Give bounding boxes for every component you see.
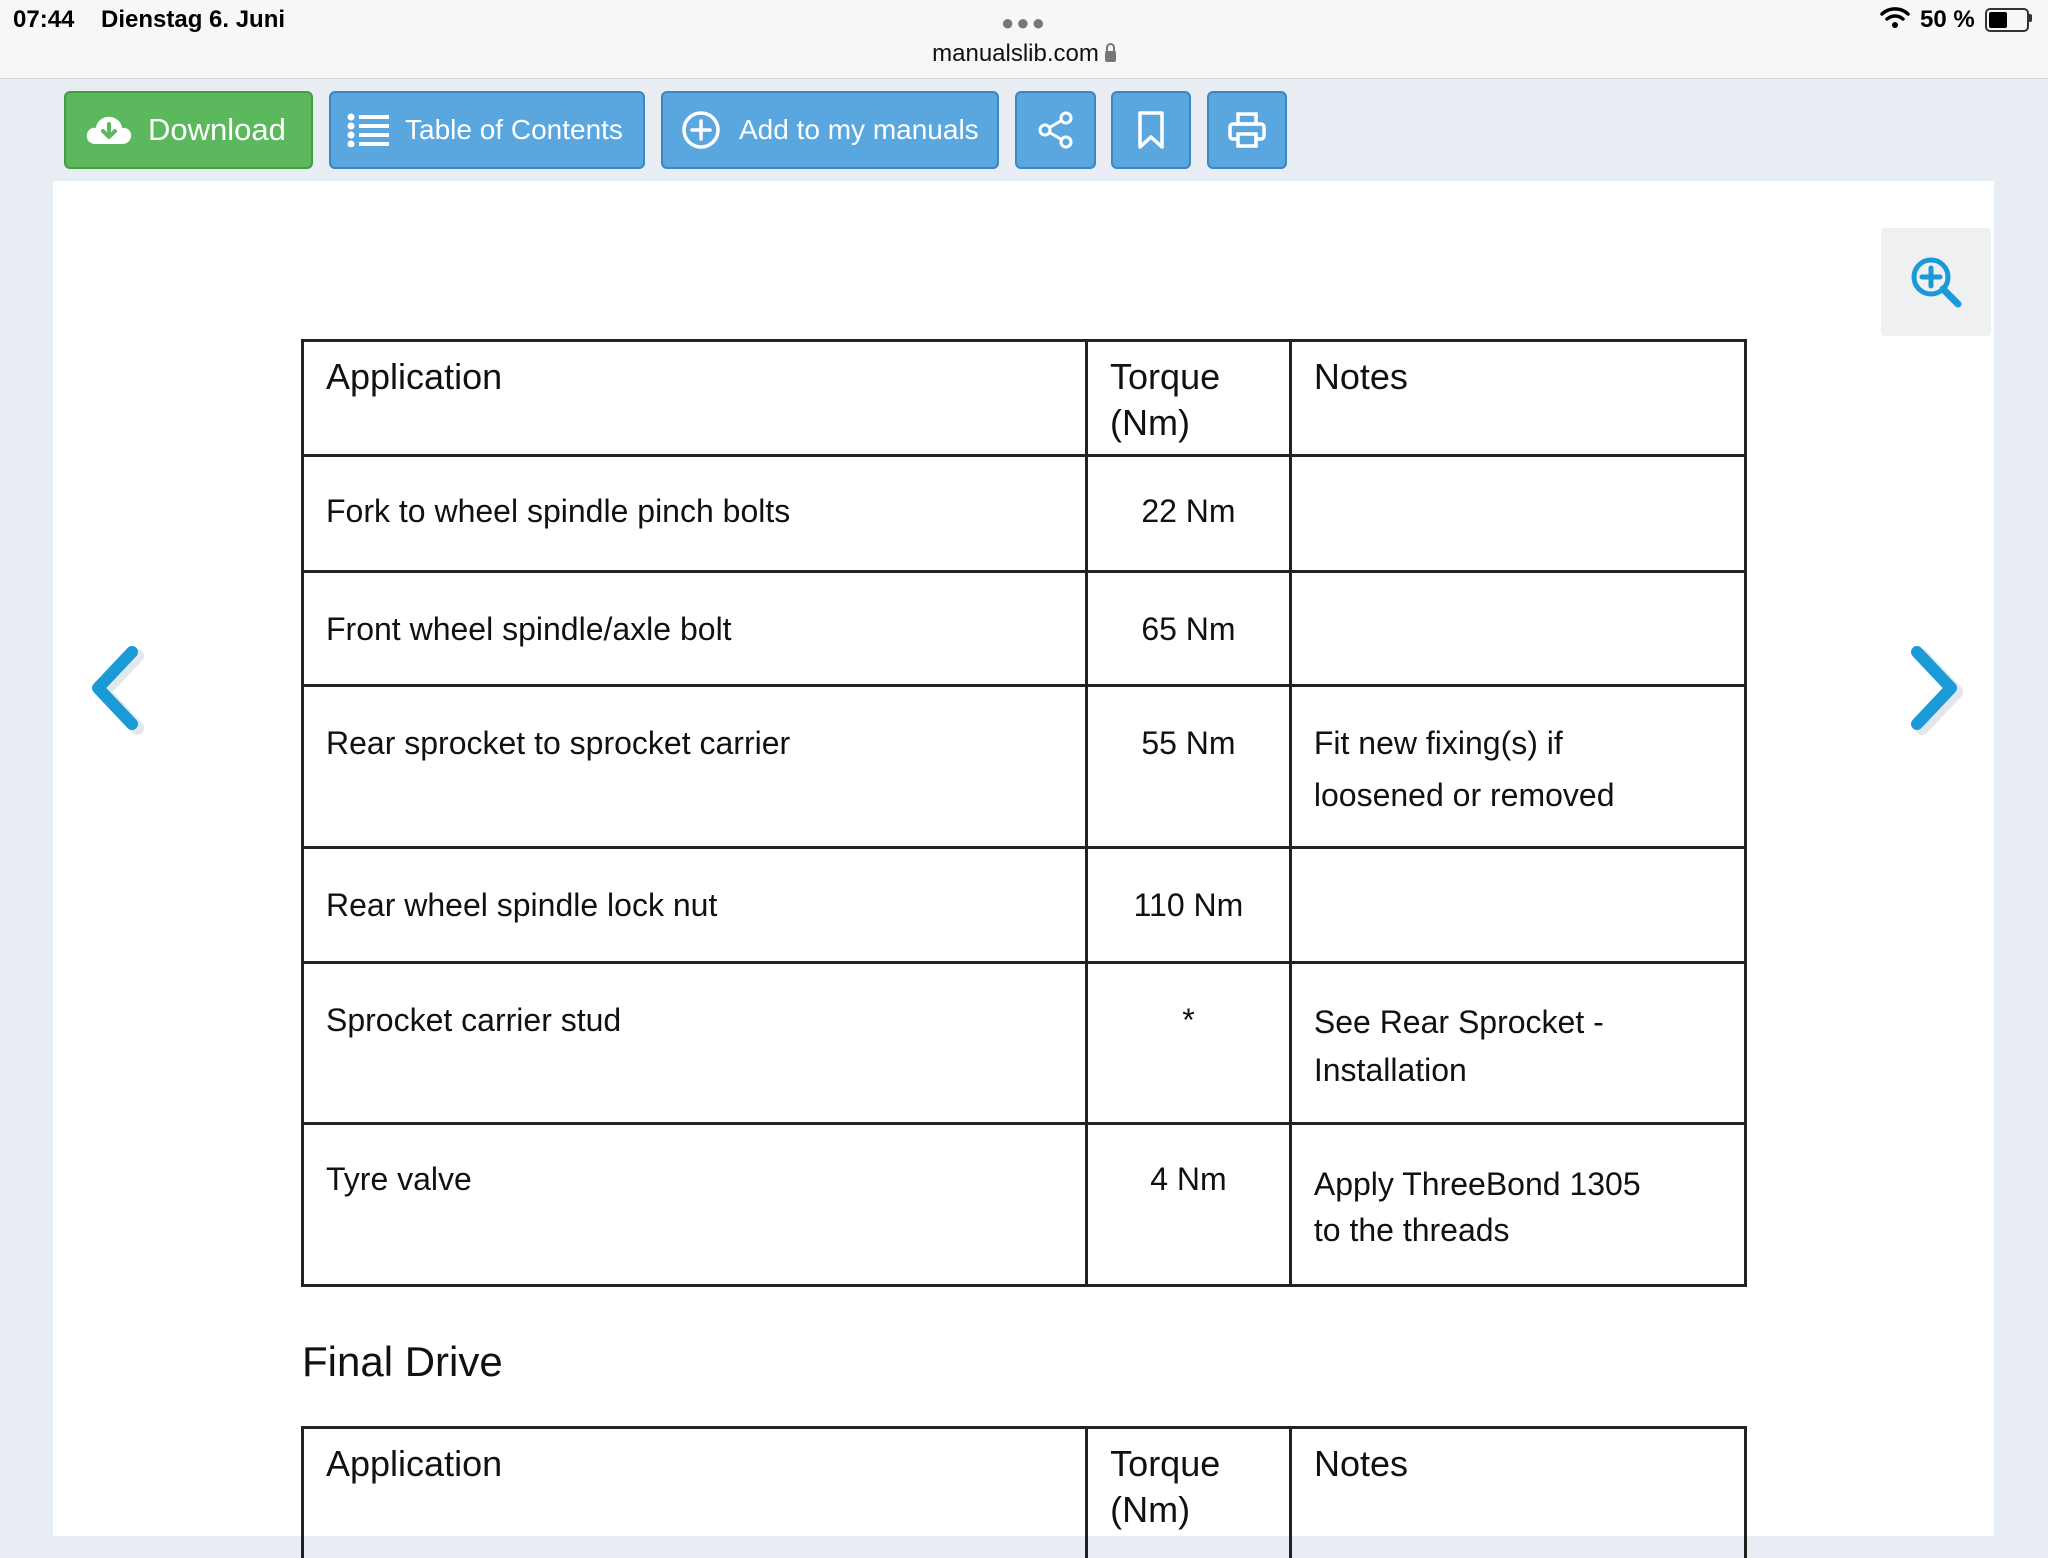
previous-page-arrow-icon[interactable] [82, 640, 152, 740]
status-time: 07:44 [13, 6, 75, 33]
cell-application: Sprocket carrier stud [303, 963, 1087, 1124]
add-to-my-manuals-button[interactable] [661, 91, 999, 169]
cell-application: Front wheel spindle/axle bolt [303, 572, 1087, 686]
cell-notes: Fit new fixing(s) if loosened or removed [1290, 686, 1745, 848]
header-notes: Notes [1290, 341, 1745, 456]
download-button[interactable] [64, 91, 313, 169]
table-header-row [303, 341, 1746, 456]
plus-circle-icon [681, 110, 721, 150]
section-title-final-drive: Final Drive [302, 1338, 503, 1385]
final-drive-table [301, 1426, 1747, 1558]
toolbar [0, 79, 2048, 181]
table-row [303, 686, 1746, 848]
status-bar [0, 0, 2048, 79]
add-label: Add to my manuals [739, 114, 979, 145]
print-button[interactable] [1207, 91, 1287, 169]
cell-torque: 4 Nm [1087, 1124, 1291, 1286]
table-row [303, 1124, 1746, 1286]
table-of-contents-button[interactable] [329, 91, 645, 169]
battery-icon [1985, 8, 2029, 32]
zoom-in-icon [1906, 252, 1966, 312]
url-text: manualslib.com [932, 40, 1099, 67]
header-notes: Notes [1291, 1428, 1746, 1558]
next-page-arrow-icon[interactable] [1897, 640, 1967, 740]
cell-application: Rear wheel spindle lock nut [303, 848, 1087, 963]
printer-icon [1227, 110, 1267, 150]
more-dots-icon[interactable]: ●●● [1001, 10, 1047, 35]
table-row [303, 848, 1746, 963]
battery-tip [2029, 14, 2032, 22]
share-icon [1036, 110, 1076, 150]
battery-percent: 50 % [1920, 6, 1975, 33]
cell-torque: 65 Nm [1087, 572, 1291, 686]
table-row [303, 456, 1746, 572]
cell-torque: 55 Nm [1087, 686, 1291, 848]
cell-application: Tyre valve [303, 1124, 1087, 1286]
cell-application: Fork to wheel spindle pinch bolts [303, 456, 1087, 572]
battery-fill [1989, 12, 2007, 28]
zoom-in-button[interactable] [1881, 228, 1991, 336]
cell-notes [1290, 572, 1745, 686]
cell-notes [1290, 848, 1745, 963]
status-date: Dienstag 6. Juni [101, 6, 286, 33]
cell-torque: 110 Nm [1087, 848, 1291, 963]
table-header-row [303, 1428, 1746, 1558]
header-torque: Torque (Nm) [1087, 1428, 1291, 1558]
table-row [303, 963, 1746, 1124]
wifi-icon [1880, 6, 1910, 30]
bookmark-icon [1135, 110, 1167, 150]
header-application: Application [303, 341, 1087, 456]
download-label: Download [148, 112, 286, 147]
address-bar[interactable] [0, 40, 2048, 68]
cell-notes [1290, 456, 1745, 572]
cell-torque: 22 Nm [1087, 456, 1291, 572]
table-row [303, 572, 1746, 686]
cloud-download-icon [84, 112, 134, 148]
cell-application: Rear sprocket to sprocket carrier [303, 686, 1087, 848]
header-torque: Torque (Nm) [1087, 341, 1291, 456]
torque-table [301, 339, 1747, 1287]
lock-icon [1105, 51, 1116, 62]
list-icon [347, 113, 391, 147]
toc-label: Table of Contents [405, 114, 623, 145]
header-application: Application [303, 1428, 1087, 1558]
cell-notes: See Rear Sprocket - Installation [1290, 963, 1745, 1124]
cell-torque: * [1087, 963, 1291, 1124]
cell-notes: Apply ThreeBond 1305 to the threads [1290, 1124, 1745, 1286]
bookmark-button[interactable] [1111, 91, 1191, 169]
share-button[interactable] [1015, 91, 1096, 169]
